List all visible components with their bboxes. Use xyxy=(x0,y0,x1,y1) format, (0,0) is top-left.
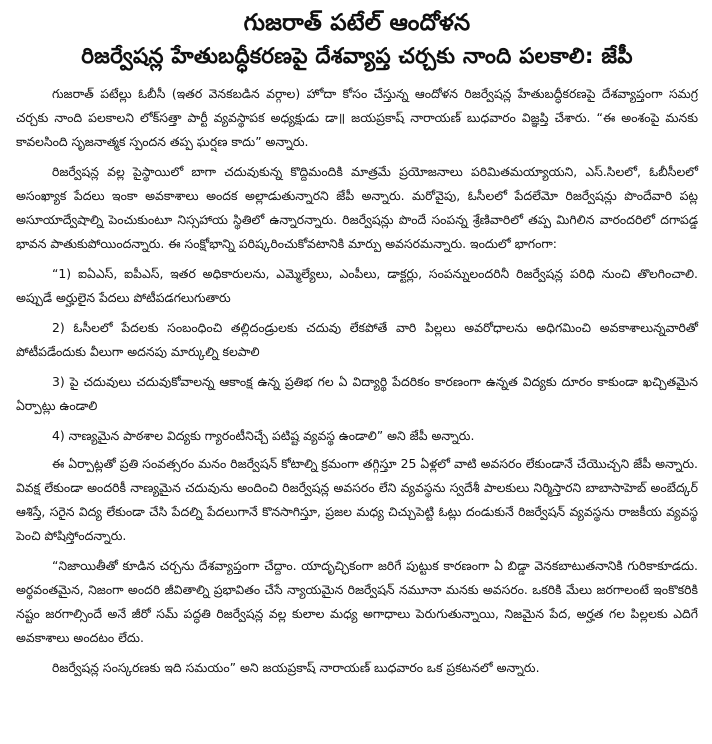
paragraph-point-4: 4) నాణ్యమైన పాఠశాల విద్యకు గ్యారంటీనిచ్చే పటిష్ట వ్యవస్థ ఉండాలి” అని జేపీ అన్నారు. xyxy=(52,428,475,443)
paragraph-closing: రిజర్వేషన్ల సంస్కరణకు ఇది సమయం” అని జయప్రకాష్ నారాయణ్ బుధవారం ఒక ప్రకటనలో అన్నారు. xyxy=(52,660,540,675)
paragraph-point-2: 2) ఓసీలలో పేదలకు సంబంధించి తల్లిదండ్రులకు చదువు లేకపోతే వారి పిల్లలు అవరోధాలను అధిగమించి అవకాశాలున్నవారితో పోటీపడేందుకు వీలుగా అదనపు మార్కుల్ని కలపాలి xyxy=(16,320,698,359)
paragraph-debate: “నిజాయితీతో కూడిన చర్చను దేశవ్యాప్తంగా చేద్దాం. యాదృచ్ఛికంగా జరిగే పుట్టుక కారణంగా ఏ బిడ్డా వెనకబాటుతనానికి గురికాకూడదు. అర్థవంతమైన, నిజంగా అందరి జీవితాల్ని ప్రభావితం చేసే న్యాయమైన రిజర్వేషన్ నమూనా మనకు అవసరం. ఒకరికి మేలు జరగాలంటే ఇంకొకరికి నష్టం జరగాల్సిందే అనే జీరో సమ్ పద్ధతి రిజర్వేషన్ల వల్ల కులాల మధ్య అగాధాలు పెరుగుతున్నాయి, నిజమైన పేద, అర్హత గల పిల్లలకు ఎదిగే అవకాశాలు అందటం లేదు. xyxy=(16,558,698,645)
subheadline: రిజర్వేషన్ల హేతుబద్ధీకరణపై దేశవ్యాప్త చర్చకు నాంది పలకాలి: జేపీ xyxy=(81,44,633,69)
article-body xyxy=(16,82,698,680)
paragraph-arrangements: ఈ ఏర్పాట్లతో ప్రతి సంవత్సరం మనం రిజర్వేషన్ కోటాల్ని క్రమంగా తగ్గిస్తూ 25 ఏళ్లలో వాటి అవసరం లేకుండానే చేయొచ్చని జేపీ అన్నారు. వివక్ష లేకుండా అందరికీ నాణ్యమైన చదువును అందించి రిజర్వేషన్ల అవసరం లేని వ్యవస్థను స్వదేశీ పాలకులు నిర్మిస్తారని బాబాసాహెబ్ అంబేద్కర్ ఆశిస్తే, సరైన విద్య లేకుండా చేసి పేదల్ని పేదలుగానే కొనసాగిస్తూ, ప్రజల మధ్య చిచ్చుపెట్టి ఓట్లు దండుకునే రిజర్వేషన్ వ్యవస్థను రాజకీయ వ్యవస్థ పెంచి పోషిస్తోందన్నారు. xyxy=(16,456,698,543)
paragraph-point-1: “1) ఐఏఎస్, ఐపీఎస్, ఇతర అధికారులను, ఎమ్మెల్యేలు, ఎంపీలు, డాక్టర్లు, సంపన్నులందరినీ రిజర్వేషన్ల పరిధి నుంచి తొలగించాలి. అప్పుడే అర్హులైన పేదలు పోటీపడగలుగుతారు xyxy=(16,266,698,305)
paragraph-point-3: 3) పై చదువులు చదువుకోవాలన్న ఆకాంక్ష ఉన్న ప్రతిభ గల ఏ విద్యార్థి పేదరికం కారణంగా ఉన్నత విద్యకు దూరం కాకుండా ఖచ్చితమైన ఏర్పాట్లు ఉండాలి xyxy=(16,374,698,413)
paragraph-intro: గుజరాత్ పటేల్లు ఓబీసీ (ఇతర వెనకబడిన వర్గాల) హోదా కోసం చేస్తున్న ఆందోళన రిజర్వేషన్ల హేతుబద్ధీకరణపై దేశవ్యాప్తంగా సమగ్ర చర్చకు నాంది పలకాలని లోక్‌సత్తా పార్టీ వ్యవస్థాపక అధ్యక్షుడు డా॥ జయప్రకాష్ నారాయణ్ బుధవారం విజ్ఞప్తి చేశారు. “ఈ అంశంపై మనకు కావలసింది సృజనాత్మక స్పందన తప్ప ఘర్షణ కాదు” అన్నారు. xyxy=(16,86,698,149)
headline: గుజరాత్ పటేల్ ఆందోళన xyxy=(243,10,471,36)
paragraph-problem: రిజర్వేషన్ల వల్ల పైస్థాయిలో బాగా చదువుకున్న కొద్దిమందికి మాత్రమే ప్రయోజనాలు పరిమితమయ్యాయని, ఎస్.సిలలో, ఓబీసీలలో అసంఖ్యాక పేదలు ఇంకా అవకాశాలు అందక అల్లాడుతున్నారని జేపీ అన్నారు. మరోవైపు, ఓసీలలో పేదలేమో రిజర్వేషన్లు పొందేవారి పట్ల అసూయాద్వేషాల్ని పెంచుకుంటూ నిస్సహాయ స్థితిలో ఉన్నారన్నారు. రిజర్వేషన్లు పొందే సంపన్న శ్రేణివారిలో తప్ప మిగిలిన వారందరిలో దగాపడ్డ భావన పాతుకుపోయిందన్నారు. ఈ సంక్షోభాన్ని పరిష్కరించుకోవటానికి మార్పు అవసరమన్నారు. ఇందులో భాగంగా: xyxy=(16,164,698,251)
